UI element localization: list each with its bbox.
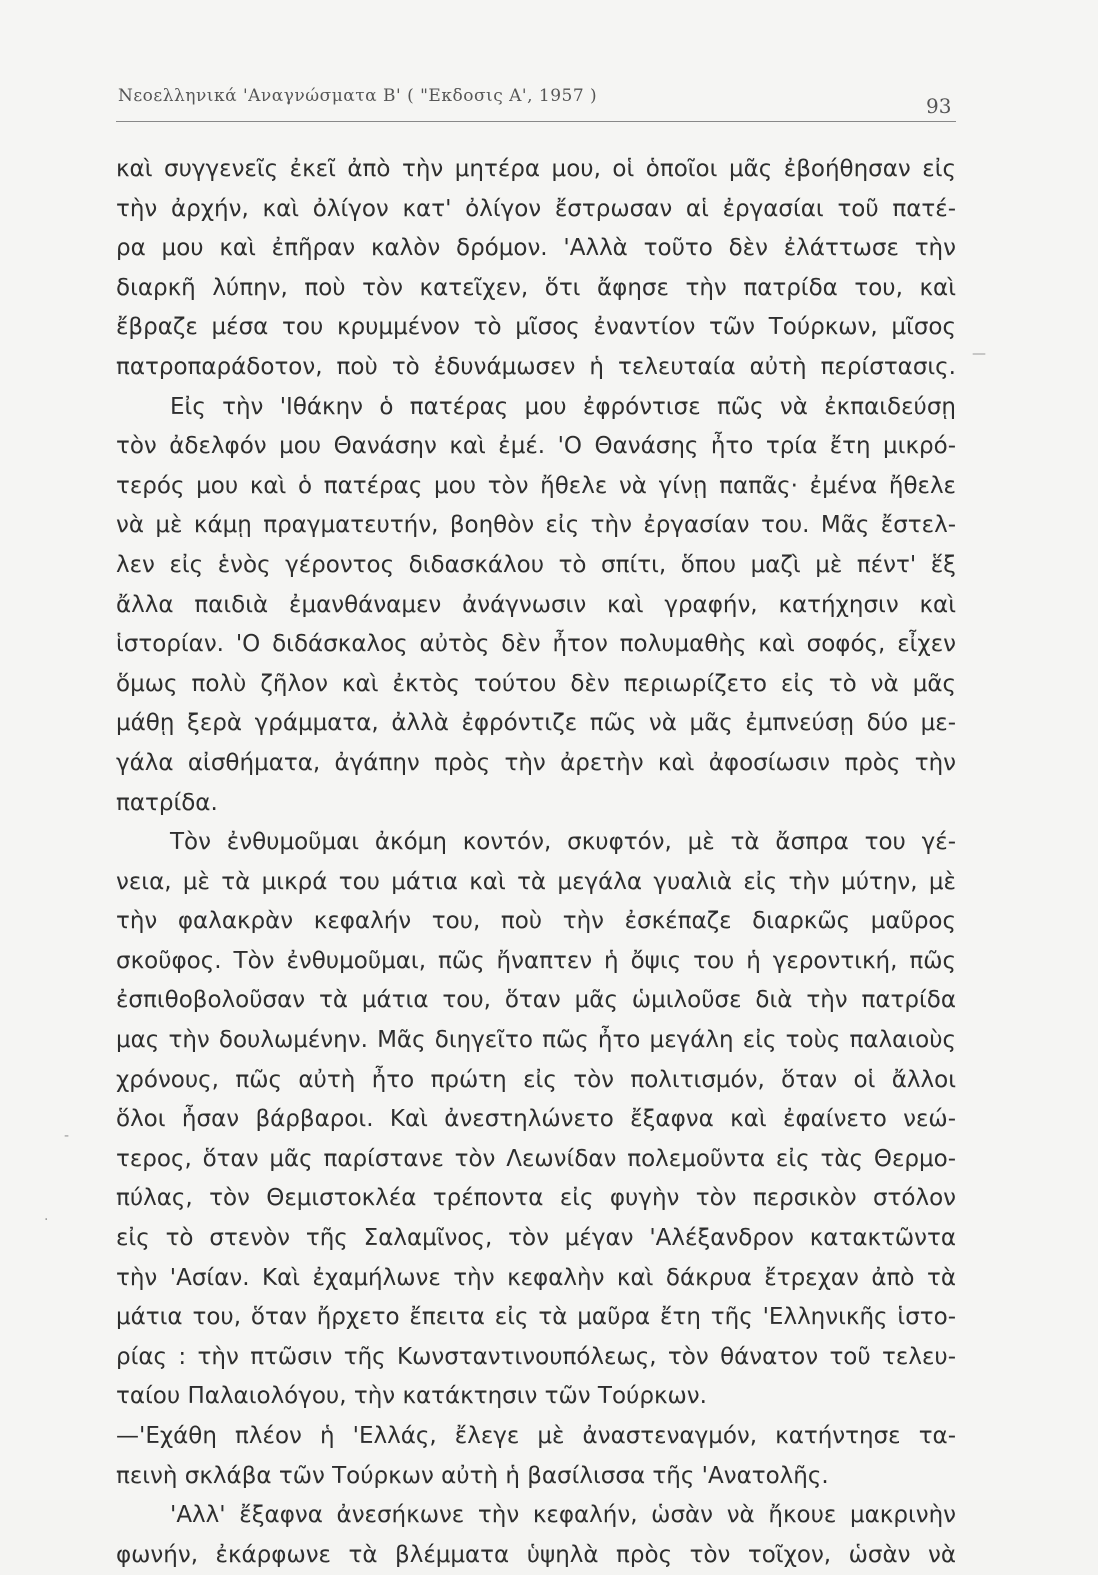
- text-line: ταίου Παλαιολόγου, τὴν κατάκτησιν τῶν Τούρκων.: [116, 1383, 707, 1410]
- text-line: τὴν 'Ασίαν. Καὶ ἐχαμήλωνε τὴν κεφαλὴν καὶ δάκρυα ἔτρεχαν ἀπὸ τὰ: [116, 1264, 956, 1291]
- text-line: πεινὴ σκλάβα τῶν Τούρκων αὐτὴ ἡ βασίλισσα τῆς 'Ανατολῆς.: [116, 1462, 829, 1489]
- text-line: τερός μου καὶ ὁ πατέρας μου τὸν ἤθελε νὰ γίνῃ παπᾶς· ἐμένα ἤθελε: [116, 472, 956, 499]
- text-line: ἔβραζε μέσα του κρυμμένον τὸ μῖσος ἐναντίον τῶν Τούρκων, μῖσος: [116, 314, 956, 341]
- text-line: σκοῦφος. Τὸν ἐνθυμοῦμαι, πῶς ἤναπτεν ἡ ὄψις του ἡ γεροντική, πῶς: [116, 947, 956, 974]
- text-line: καὶ συγγενεῖς ἐκεῖ ἀπὸ τὴν μητέρα μου, οἱ ὁποῖοι μᾶς ἐβοήθησαν εἰς: [116, 156, 956, 182]
- text-line: 'Αλλ' ἔξαφνα ἀνεσήκωνε τὴν κεφαλήν, ὡσὰν νὰ ἤκουε μακρινὴν: [170, 1502, 956, 1529]
- text-line: ὅμως πολὺ ζῆλον καὶ ἐκτὸς τούτου δὲν περιωρίζετο εἰς τὸ νὰ μᾶς: [116, 670, 956, 697]
- margin-mark: ·: [44, 1212, 49, 1228]
- text-line: χρόνους, πῶς αὐτὴ ἦτο πρώτη εἰς τὸν πολιτισμόν, ὅταν οἱ ἄλλοι: [116, 1066, 956, 1093]
- text-line: ἐσπιθοβολοῦσαν τὰ μάτια του, ὅταν μᾶς ὡμιλοῦσε διὰ τὴν πατρίδα: [116, 987, 956, 1014]
- text-line: ἄλλα παιδιὰ ἐμανθάναμεν ἀνάγνωσιν καὶ γραφήν, κατήχησιν καὶ: [116, 591, 956, 618]
- margin-mark: —: [972, 346, 986, 362]
- text-line: τὴν ἀρχήν, καὶ ὀλίγον κατ' ὀλίγον ἔστρωσαν αἱ ἐργασίαι τοῦ πατέ-: [116, 195, 956, 222]
- text-line: μας τὴν δουλωμένην. Μᾶς διηγεῖτο πῶς ἦτο μεγάλη εἰς τοὺς παλαιοὺς: [116, 1027, 956, 1054]
- text-line: μάτια του, ὅταν ἤρχετο ἔπειτα εἰς τὰ μαῦρα ἔτη τῆς 'Ελληνικῆς ἱστο-: [116, 1304, 956, 1331]
- text-line: ρα μου καὶ ἐπῆραν καλὸν δρόμον. 'Αλλὰ τοῦτο δὲν ἐλάττωσε τὴν: [116, 235, 956, 262]
- text-line: διαρκῆ λύπην, ποὺ τὸν κατεῖχεν, ὅτι ἄφησε τὴν πατρίδα του, καὶ: [116, 274, 956, 301]
- text-line: νὰ μὲ κάμῃ πραγματευτήν, βοηθὸν εἰς τὴν ἐργασίαν του. Μᾶς ἔστελ-: [116, 512, 956, 539]
- running-title: Νεοελληνικά 'Αναγνώσματα Β' ( "Εκδοσις Α', 1957 ): [118, 86, 598, 106]
- body-text: [116, 150, 956, 1575]
- text-line: μάθῃ ξερὰ γράμματα, ἀλλὰ ἐφρόντιζε πῶς νὰ μᾶς ἐμπνεύσῃ δύο με-: [116, 710, 956, 737]
- text-line: πύλας, τὸν Θεμιστοκλέα τρέποντα εἰς φυγὴν τὸν περσικὸν στόλον: [116, 1185, 956, 1212]
- text-line: τὸν ἀδελφόν μου Θανάσην καὶ ἐμέ. 'Ο Θανάσης ἦτο τρία ἔτη μικρό-: [116, 433, 956, 460]
- text-line: Τὸν ἐνθυμοῦμαι ἀκόμη κοντόν, σκυφτόν, μὲ τὰ ἄσπρα του γέ-: [170, 829, 956, 856]
- text-line: φωνήν, ἐκάρφωνε τὰ βλέμματα ὑψηλὰ πρὸς τὸν τοῖχον, ὡσὰν νὰ: [116, 1541, 956, 1568]
- text-line: πατροπαράδοτον, ποὺ τὸ ἐδυνάμωσεν ἡ τελευταία αὐτὴ περίστασις.: [116, 353, 956, 380]
- text-line: —'Εχάθη πλέον ἡ 'Ελλάς, ἔλεγε μὲ ἀναστεναγμόν, κατήντησε τα-: [116, 1423, 956, 1449]
- page-number: 93: [926, 94, 952, 118]
- margin-mark: -: [64, 1128, 70, 1144]
- text-line: Εἰς τὴν 'Ιθάκην ὁ πατέρας μου ἐφρόντισε πῶς νὰ ἐκπαιδεύσῃ: [170, 393, 956, 420]
- header-rule: [116, 121, 956, 122]
- text-line: ὅλοι ἦσαν βάρβαροι. Καὶ ἀνεστηλώνετο ἔξαφνα καὶ ἐφαίνετο νεώ-: [116, 1106, 956, 1133]
- text-line: νεια, μὲ τὰ μικρά του μάτια καὶ τὰ μεγάλα γυαλιὰ εἰς τὴν μύτην, μὲ: [116, 868, 956, 895]
- text-line: εἰς τὸ στενὸν τῆς Σαλαμῖνος, τὸν μέγαν 'Αλέξανδρον κατακτῶντα: [116, 1225, 956, 1252]
- text-line: γάλα αἰσθήματα, ἀγάπην πρὸς τὴν ἀρετὴν καὶ ἀφοσίωσιν πρὸς τὴν: [116, 749, 956, 776]
- text-line: ρίας : τὴν πτῶσιν τῆς Κωνσταντινουπόλεως, τὸν θάνατον τοῦ τελευ-: [116, 1343, 956, 1370]
- text-line: πατρίδα.: [116, 789, 218, 816]
- text-line: λεν εἰς ἑνὸς γέροντος διδασκάλου τὸ σπίτι, ὅπου μαζὶ μὲ πέντ' ἕξ: [116, 551, 956, 578]
- text-line: ἱστορίαν. 'Ο διδάσκαλος αὐτὸς δὲν ἦτον πολυμαθὴς καὶ σοφός, εἶχεν: [116, 631, 956, 658]
- text-line: τερος, ὅταν μᾶς παρίστανε τὸν Λεωνίδαν πολεμοῦντα εἰς τὰς Θερμο-: [116, 1145, 956, 1172]
- text-line: τὴν φαλακρὰν κεφαλήν του, ποὺ τὴν ἐσκέπαζε διαρκῶς μαῦρος: [116, 908, 956, 935]
